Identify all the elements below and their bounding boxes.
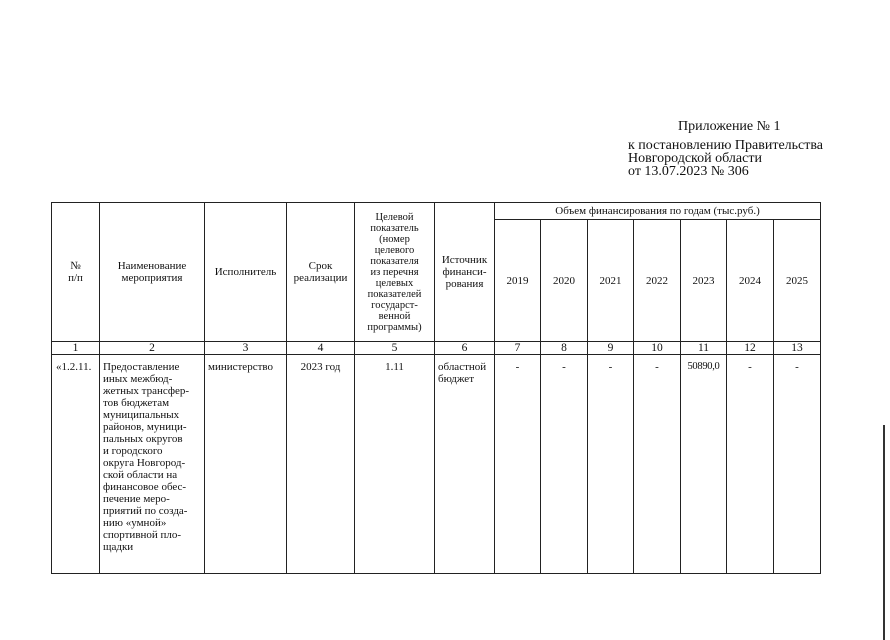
header-name: Наименование мероприятия — [100, 203, 205, 342]
row-value: - — [541, 355, 588, 574]
header-year: 2020 — [541, 220, 588, 342]
row-num: «1.2.11. — [52, 355, 100, 574]
scan-edge-line — [883, 425, 885, 640]
column-number: 2 — [100, 342, 205, 355]
row-name: Предоставление иных межбюд- жетных трансфер- тов бюджетам муниципальных районов, муници- пальных округов и городского округа Новгород- ской области на финансовое обес- печение меро- приятий по созда- нию «умной» спортивной пло- щадки — [100, 355, 205, 574]
column-number: 10 — [634, 342, 681, 355]
header-year: 2023 — [681, 220, 727, 342]
column-number: 5 — [355, 342, 435, 355]
header-funding-group: Объем финансирования по годам (тыс.руб.) — [495, 203, 821, 220]
header-year: 2025 — [774, 220, 821, 342]
column-number: 9 — [588, 342, 634, 355]
header-line-1: к постановлению Правительства — [628, 138, 824, 153]
appendix-title: Приложение № 1 — [678, 119, 781, 134]
column-number: 1 — [52, 342, 100, 355]
column-number: 13 — [774, 342, 821, 355]
row-value: - — [634, 355, 681, 574]
funding-table — [51, 202, 821, 574]
row-value: - — [727, 355, 774, 574]
header-year: 2021 — [588, 220, 634, 342]
header-term: Срок реализации — [287, 203, 355, 342]
column-number: 7 — [495, 342, 541, 355]
document-header — [628, 120, 823, 178]
row-term: 2023 год — [287, 355, 355, 574]
column-number: 6 — [435, 342, 495, 355]
header-line-2: Новгородской области — [628, 151, 762, 166]
header-year: 2024 — [727, 220, 774, 342]
row-value: - — [588, 355, 634, 574]
header-num: № п/п — [52, 203, 100, 342]
column-number: 3 — [205, 342, 287, 355]
column-number: 8 — [541, 342, 588, 355]
header-year: 2022 — [634, 220, 681, 342]
header-executor: Исполнитель — [205, 203, 287, 342]
row-target: 1.11 — [355, 355, 435, 574]
header-target: Целевой показатель (номер целевого показателя из перечня целевых показателей государст- венной программы) — [355, 203, 435, 342]
table-row — [52, 355, 821, 574]
column-number: 11 — [681, 342, 727, 355]
column-number: 4 — [287, 342, 355, 355]
row-executor: министерство — [205, 355, 287, 574]
header-source: Источник финанси- рования — [435, 203, 495, 342]
header-year: 2019 — [495, 220, 541, 342]
header-line-3: от 13.07.2023 № 306 — [628, 164, 749, 179]
row-value: 50890,0 — [681, 355, 727, 574]
row-source: областной бюджет — [435, 355, 495, 574]
row-value: - — [774, 355, 821, 574]
column-number: 12 — [727, 342, 774, 355]
row-value: - — [495, 355, 541, 574]
